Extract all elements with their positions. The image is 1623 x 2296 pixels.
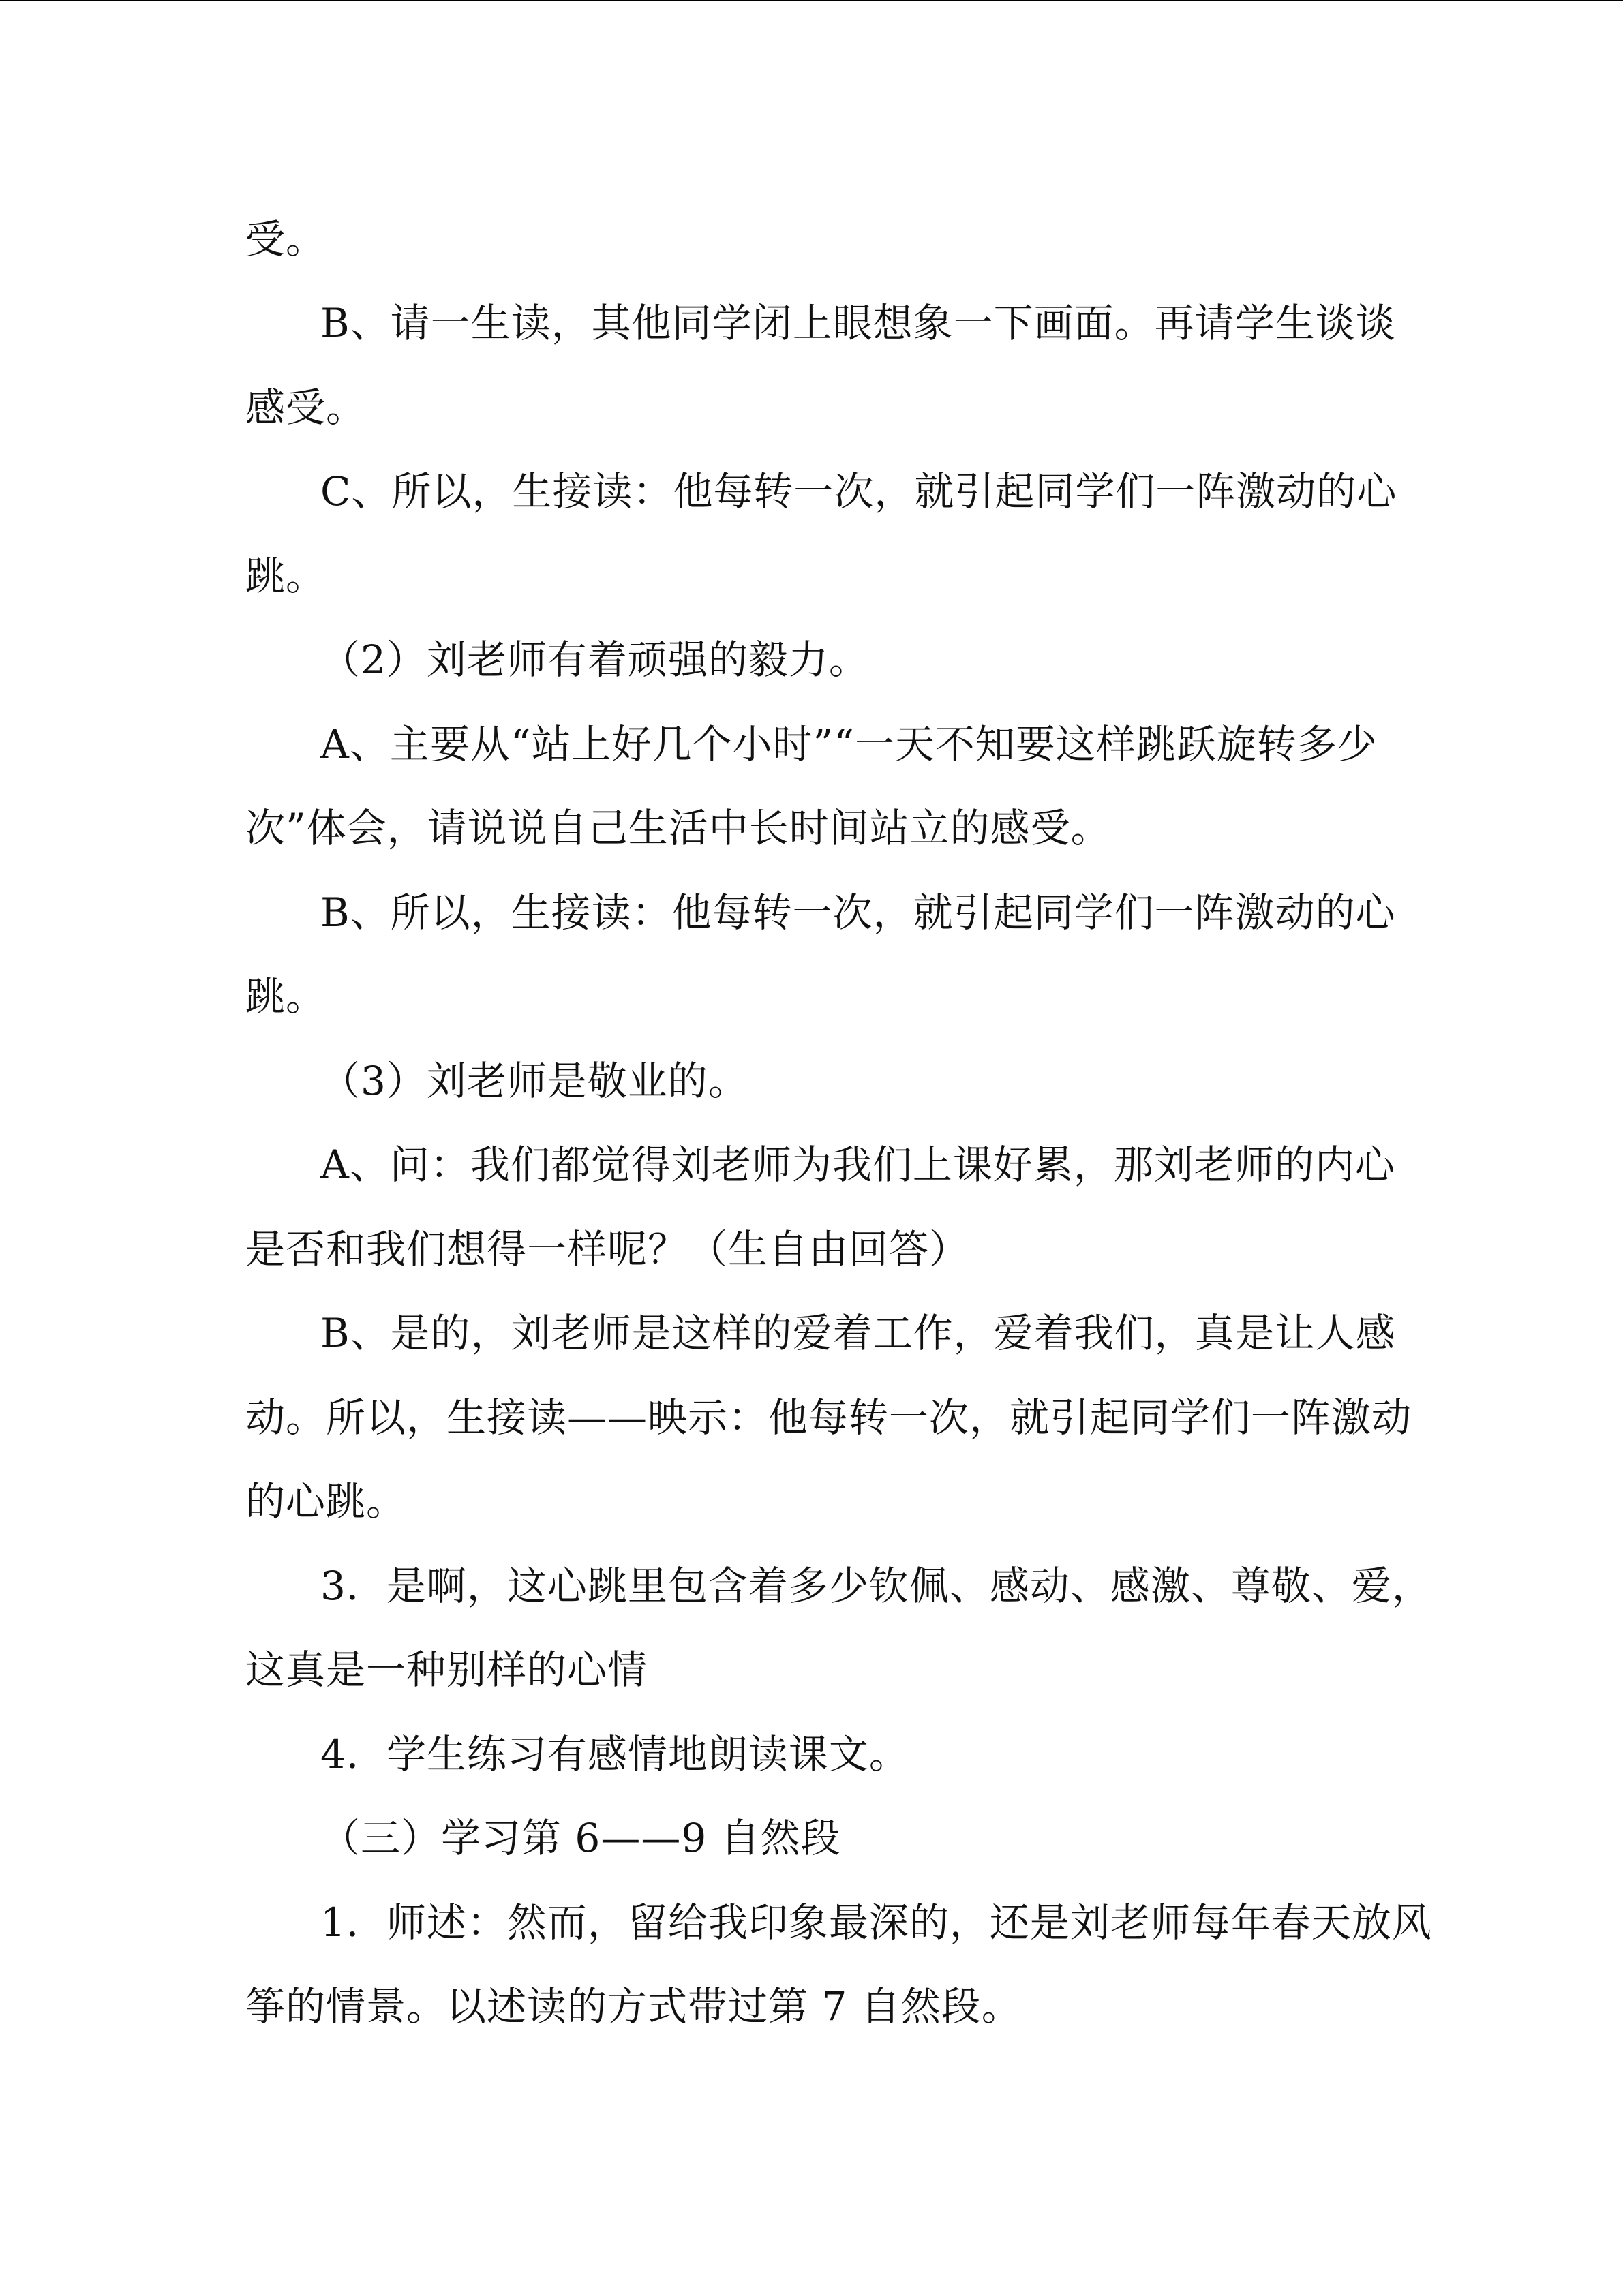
paragraph-line: 受。 [245,216,327,262]
paragraph-line: C、所以，生接读：他每转一次，就引起同学们一阵激动的心 [320,468,1397,515]
paragraph-line: B、所以，生接读：他每转一次，就引起同学们一阵激动的心 [320,889,1396,936]
paragraph-line: 是否和我们想得一样呢？（生自由回答） [245,1226,970,1272]
paragraph-line: 1．师述：然而，留给我印象最深的，还是刘老师每年春天放风 [320,1899,1432,1946]
paragraph-line: （三）学习第 6——9 自然段 [320,1815,841,1861]
paragraph-line: 这真是一种别样的心情 [245,1647,648,1693]
paragraph-line: 的心跳。 [245,1478,407,1525]
paragraph-line: A、问：我们都觉得刘老师为我们上课好累，那刘老师的内心 [320,1142,1395,1188]
document-page [0,1,1623,2296]
paragraph-line: 动。所以，生接读——映示：他每转一次，就引起同学们一阵激动 [245,1394,1412,1441]
paragraph-line: 3．是啊，这心跳里包含着多少钦佩、感动、感激、尊敬、爱， [320,1563,1432,1609]
paragraph-line: 跳。 [245,973,327,1020]
paragraph-line: （2）刘老师有着顽强的毅力。 [320,637,869,683]
paragraph-line: B、请一生读，其他同学闭上眼想象一下画面。再请学生谈谈 [320,300,1396,346]
paragraph-line: B、是的，刘老师是这样的爱着工作，爱着我们，真是让人感 [320,1310,1396,1356]
paragraph-line: 4．学生练习有感情地朗读课文。 [320,1731,909,1777]
paragraph-line: （3）刘老师是敬业的。 [320,1058,748,1104]
paragraph-line: 感受。 [245,384,367,431]
paragraph-line: 跳。 [245,553,327,599]
paragraph-line: 次”体会，请说说自己生活中长时间站立的感受。 [245,805,1111,851]
paragraph-line: 筝的情景。以述读的方式带过第 7 自然段。 [245,1983,1022,2030]
paragraph-line: A、主要从“站上好几个小时”“一天不知要这样跳跃旋转多少 [320,721,1378,767]
